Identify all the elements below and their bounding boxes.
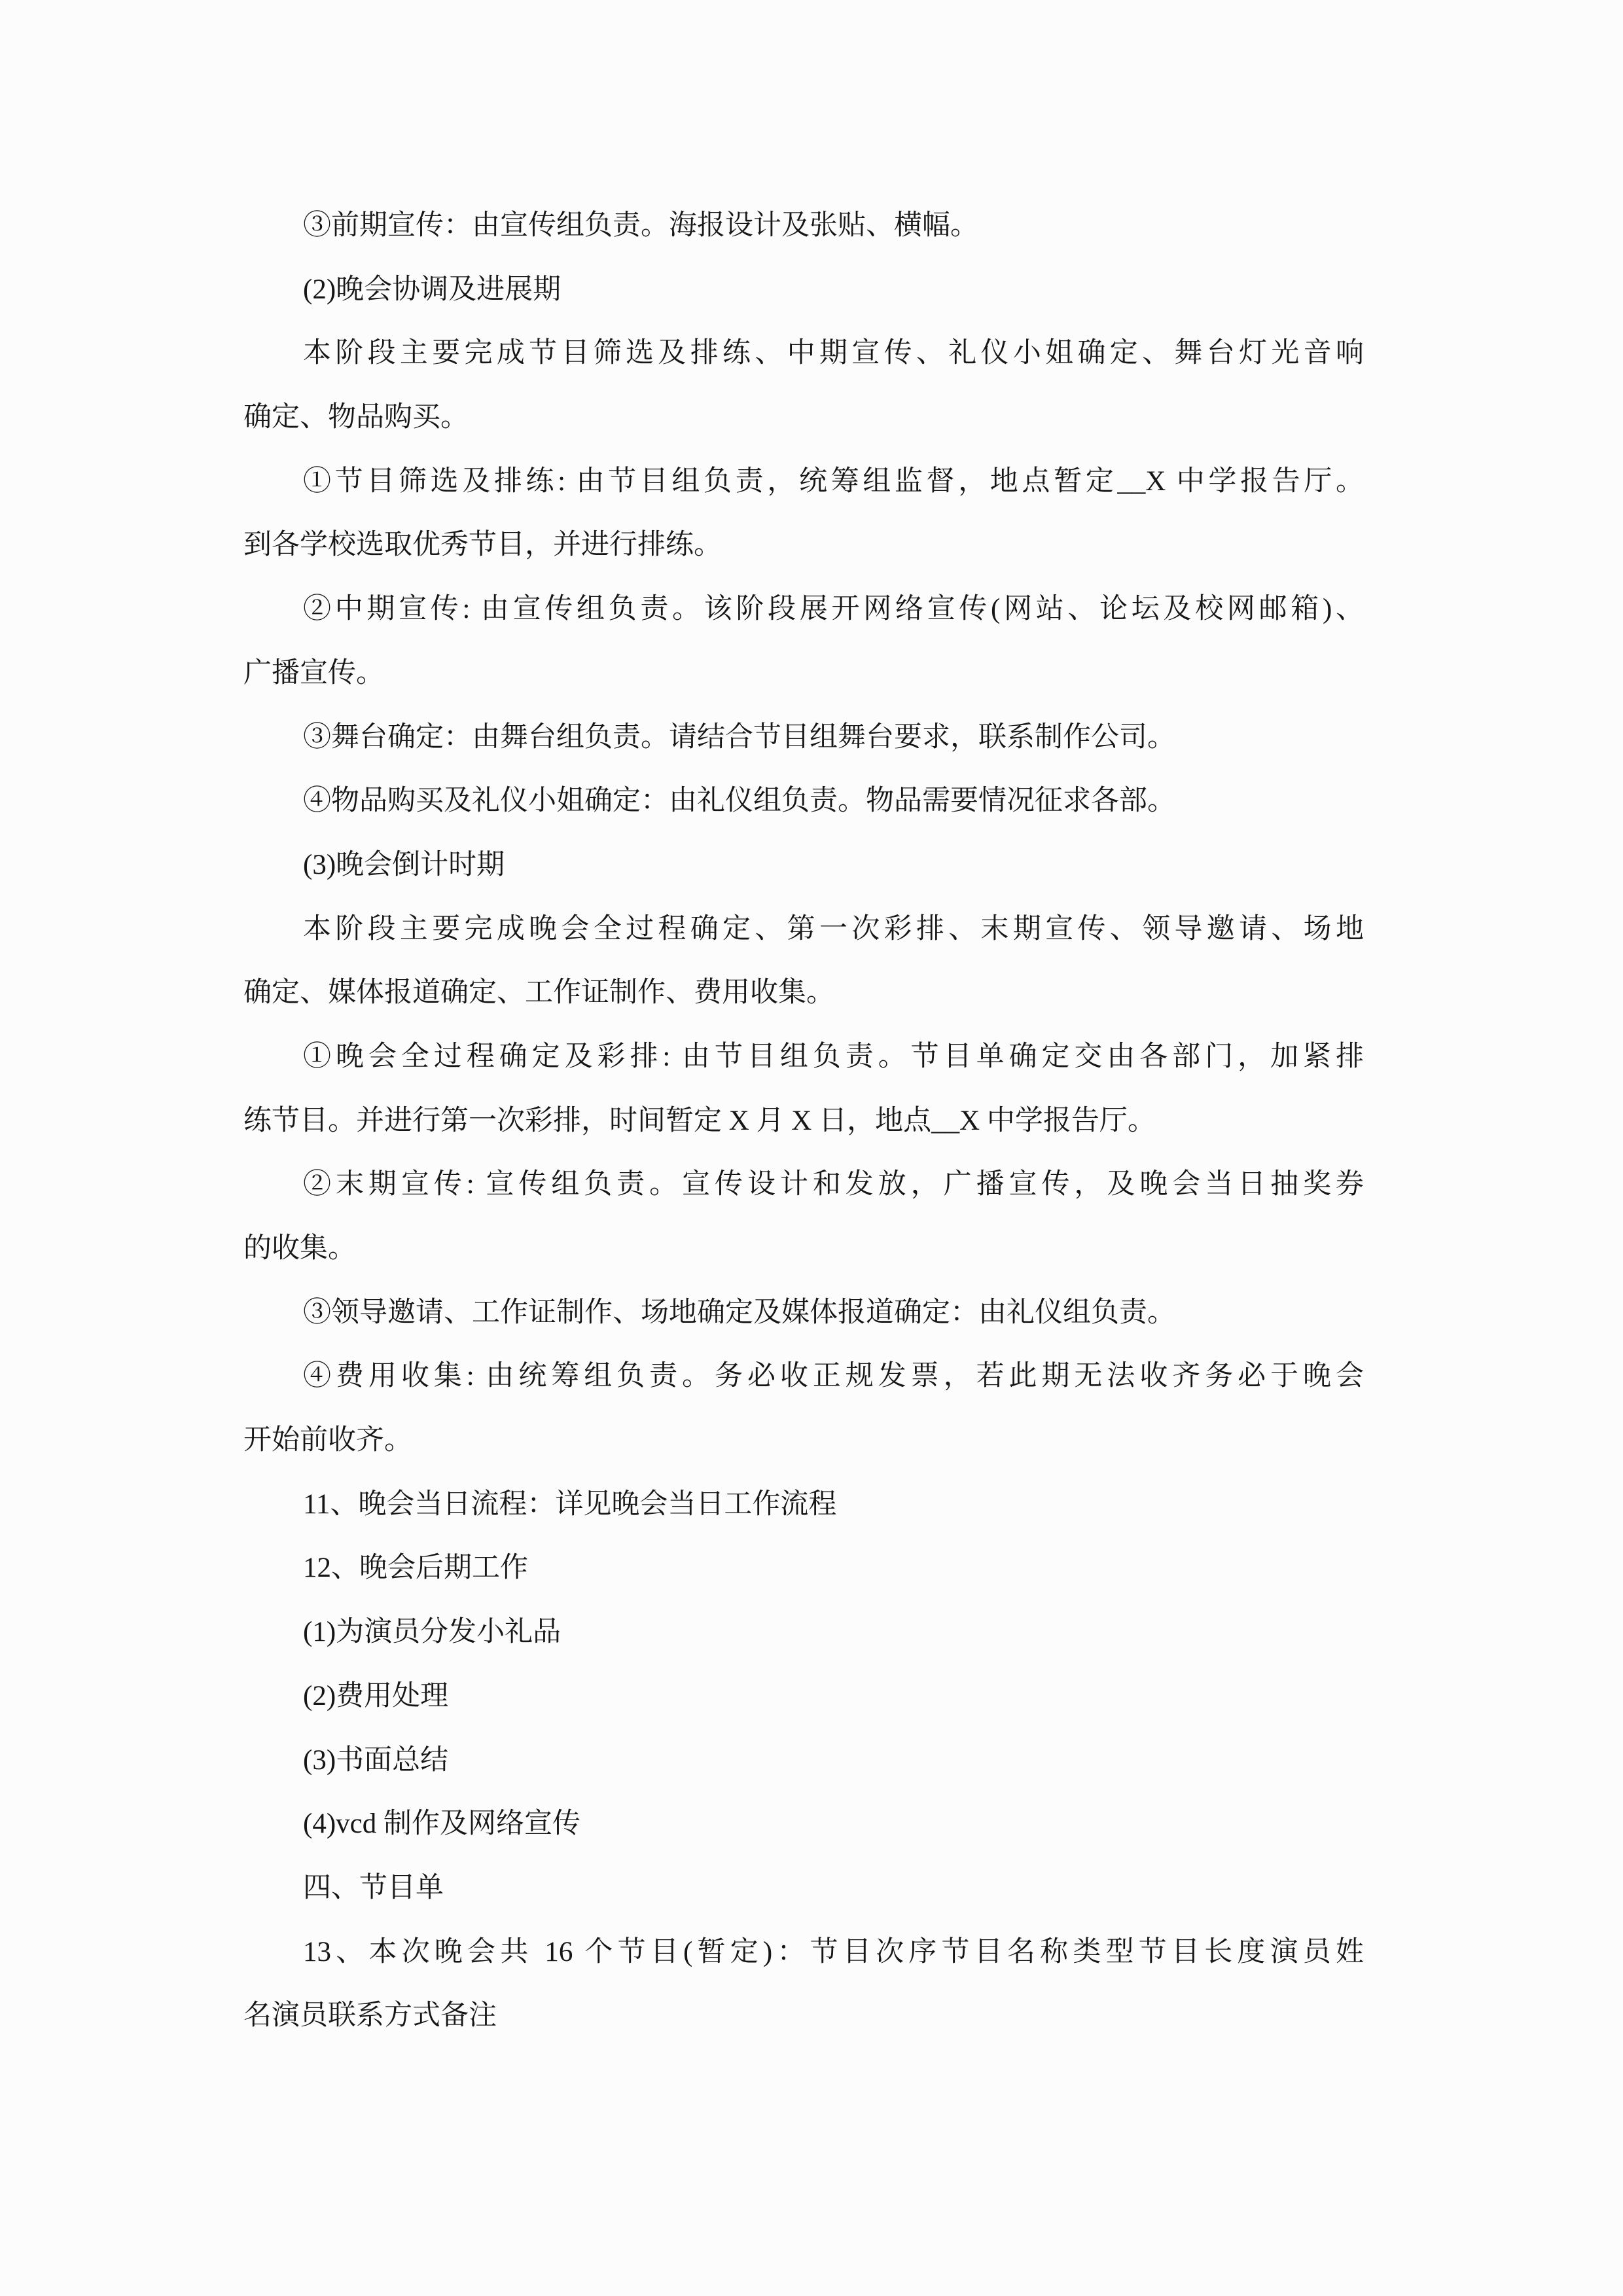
text-line: 到各学校选取优秀节目，并进行排练。: [243, 529, 722, 561]
text-line: (1)为演员分发小礼品: [303, 1617, 562, 1648]
text-line: ②末期宣传: 宣传组负责。宣传设计和发放，广播宣传，及晚会当日抽奖券: [303, 1169, 1364, 1200]
text-line: (3)晚会倒计时期: [303, 849, 505, 880]
text-line: 本阶段主要完成节目筛选及排练、中期宣传、礼仪小姐确定、舞台灯光音响: [303, 338, 1364, 369]
text-line: (3)书面总结: [303, 1744, 449, 1776]
text-line: ③领导邀请、工作证制作、场地确定及媒体报道确定：由礼仪组负责。: [303, 1297, 1175, 1328]
text-line: ③前期宣传：由宣传组负责。海报设计及张贴、横幅。: [303, 210, 978, 241]
text-line: (2)晚会协调及进展期: [303, 274, 562, 305]
text-line: 名演员联系方式备注: [243, 2000, 497, 2032]
text-line: 练节目。并进行第一次彩排，时间暂定 X 月 X 日，地点__X 中学报告厅。: [243, 1105, 1156, 1136]
text-line: 确定、媒体报道确定、工作证制作、费用收集。: [243, 977, 834, 1009]
text-line: 12、晚会后期工作: [303, 1552, 528, 1584]
text-line: ②中期宣传: 由宣传组负责。该阶段展开网络宣传(网站、论坛及校网邮箱)、: [303, 594, 1364, 625]
text-line: (2)费用处理: [303, 1680, 449, 1712]
text-line: 的收集。: [243, 1233, 356, 1264]
text-line: 四、节目单: [303, 1872, 444, 1903]
text-line: ①晚会全过程确定及彩排: 由节目组负责。节目单确定交由各部门，加紧排: [303, 1041, 1364, 1072]
text-line: ④费用收集: 由统筹组负责。务必收正规发票，若此期无法收齐务必于晚会: [303, 1361, 1364, 1392]
text-line: ③舞台确定：由舞台组负责。请结合节目组舞台要求，联系制作公司。: [303, 721, 1175, 753]
text-line: 广播宣传。: [243, 657, 384, 689]
text-line: 确定、物品购买。: [243, 402, 469, 433]
text-line: 13、本次晚会共 16 个节目(暂定)：节目次序节目名称类型节目长度演员姓: [303, 1936, 1364, 1967]
text-line: 本阶段主要完成晚会全过程确定、第一次彩排、末期宣传、领导邀请、场地: [303, 913, 1364, 944]
text-line: ①节目筛选及排练: 由节目组负责，统筹组监督，地点暂定__X 中学报告厅。: [303, 465, 1364, 497]
text-line: 11、晚会当日流程：详见晚会当日工作流程: [303, 1488, 837, 1520]
text-line: 开始前收齐。: [243, 1425, 412, 1456]
text-line: ④物品购买及礼仪小姐确定：由礼仪组负责。物品需要情况征求各部。: [303, 785, 1175, 817]
text-line: (4)vcd 制作及网络宣传: [303, 1808, 580, 1840]
